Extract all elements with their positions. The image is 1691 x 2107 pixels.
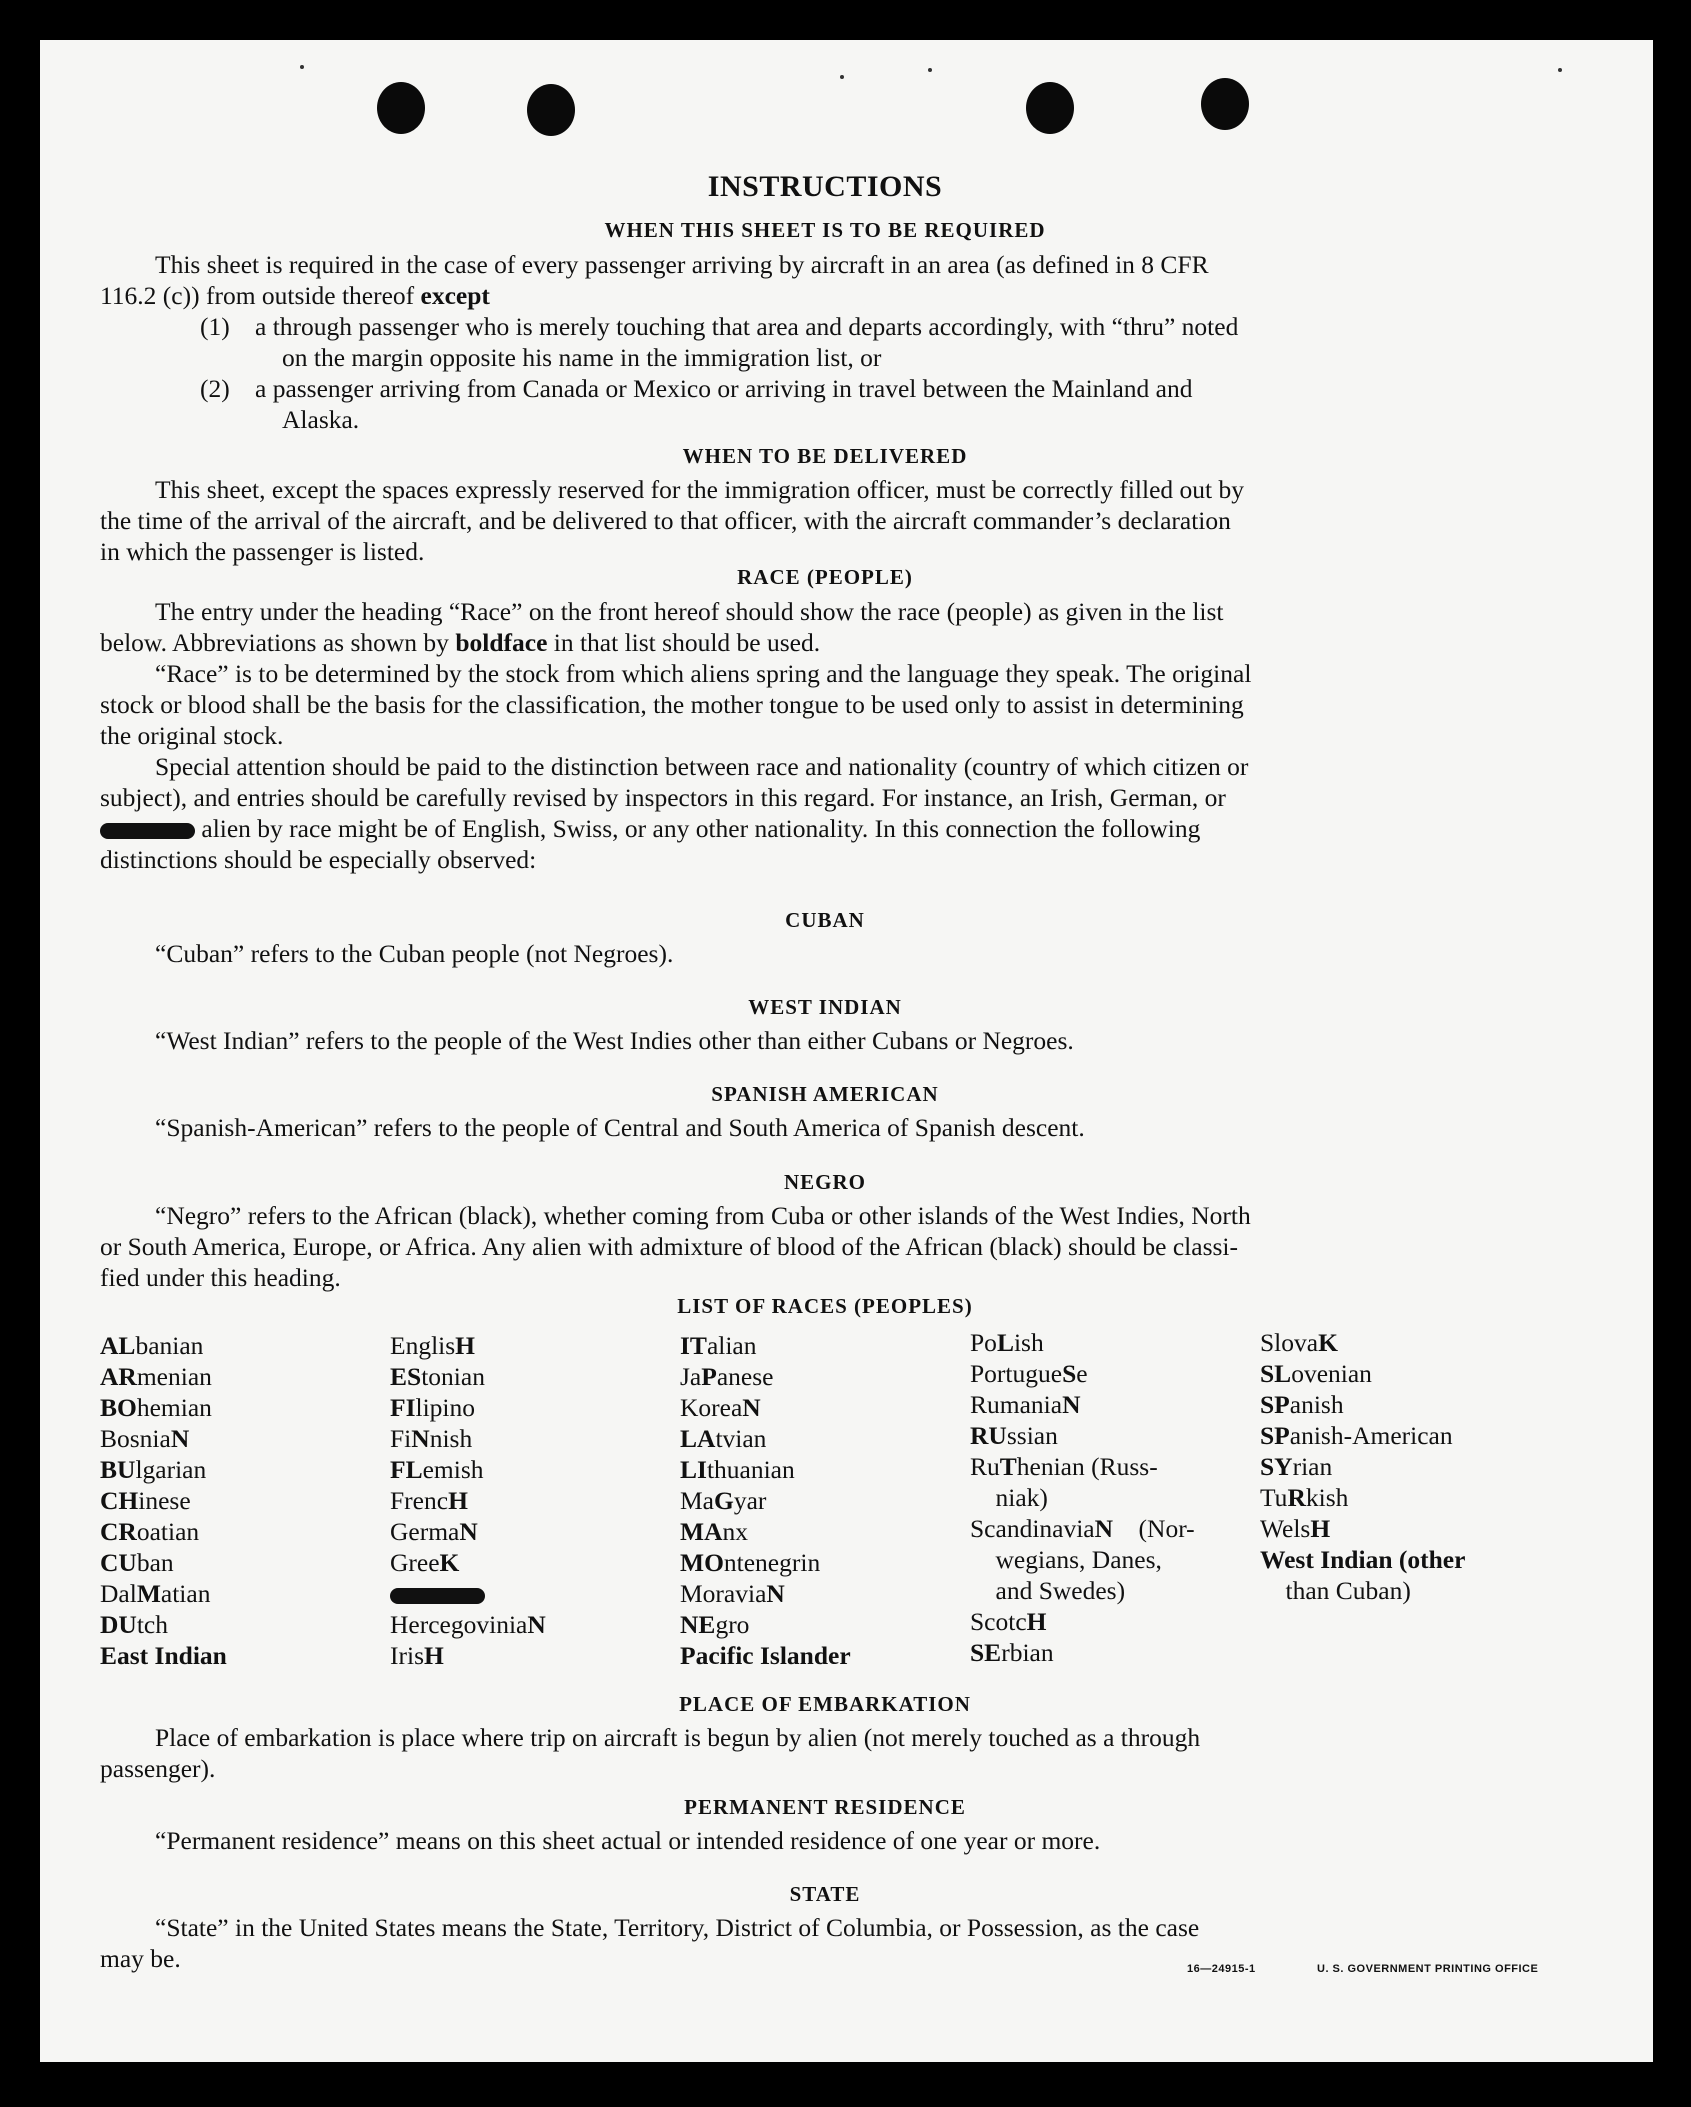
race-abbrev: LA [680,1424,716,1453]
race-text: Moravia [680,1579,767,1608]
race-list-item [680,1547,851,1578]
exception-item-1 [200,311,1605,373]
text: a passenger arriving from Canada or Mexico or arriving in travel between the Mainland and [255,374,1193,403]
para-spanish-american [100,1112,1550,1143]
text: may be. [100,1944,181,1973]
race-column-3 [680,1330,851,1671]
speck [300,65,304,69]
race-list-item [970,1637,1195,1668]
race-text: Dal [100,1579,137,1608]
race-list-item [390,1485,546,1516]
race-list-item [680,1361,851,1392]
race-text: Tu [1260,1483,1288,1512]
race-text: banian [135,1331,204,1360]
line [100,596,1550,627]
race-list-item [100,1547,227,1578]
race-text: Fi [390,1424,412,1453]
text: subject), and entries should be carefully revised by inspectors in this regard. For instance, an Irish, German, or [100,783,1226,812]
race-abbrev: K [439,1548,460,1577]
race-list-item [390,1392,546,1423]
race-list-item [390,1330,546,1361]
line [100,249,1550,280]
text: Alaska. [282,405,360,434]
para-west-indian [100,1025,1550,1056]
heading-embarkation: PLACE OF EMBARKATION [679,1692,971,1716]
page-title: INSTRUCTIONS [707,170,943,203]
race-text: tonian [421,1362,485,1391]
race-text: (Nor- [1113,1514,1195,1543]
race-text: lipino [415,1393,476,1422]
race-abbrev: T [999,1452,1017,1481]
race-list-item [680,1516,851,1547]
race-text: yar [733,1486,767,1515]
race-abbrev: AR [100,1362,137,1391]
race-abbrev: ES [390,1362,422,1391]
heading-state: STATE [789,1882,861,1906]
text: “Race” is to be determined by the stock from which aliens spring and the language they speak. The original [155,659,1252,688]
text: This sheet is required in the case of every passenger arriving by aircraft in an area (as defined in 8 CFR [155,250,1209,279]
race-list-item [1260,1544,1465,1575]
race-text: than Cuban) [1260,1576,1411,1605]
text: in that list should be used. [553,628,821,657]
race-list-item [100,1392,227,1423]
line [100,751,1550,782]
race-list-item [100,1640,227,1671]
race-abbrev: AL [100,1331,136,1360]
race-text: Ru [970,1452,1000,1481]
race-list-item [100,1454,227,1485]
race-abbrev: N [766,1579,785,1608]
race-list-item [1260,1575,1465,1606]
race-abbrev: H [455,1331,476,1360]
punch-hole-2 [527,84,575,136]
race-abbrev: R [1287,1483,1306,1512]
race-column-4 [970,1327,1195,1668]
race-list-item [970,1575,1195,1606]
race-list-item [100,1423,227,1454]
race-text: alian [706,1331,757,1360]
speck [928,68,932,72]
race-abbrev: P [701,1362,717,1391]
race-abbrev: CR [100,1517,137,1546]
race-text: hemian [136,1393,212,1422]
text: passenger). [100,1754,216,1783]
race-text: Ma [680,1486,714,1515]
race-text: anish-American [1289,1421,1453,1450]
race-list-item [1260,1451,1465,1482]
race-abbrev: SE [970,1638,1002,1667]
line [100,474,1550,505]
text: in which the passenger is listed. [100,537,425,566]
line [100,1912,1550,1943]
race-text: Iris [390,1641,424,1670]
punch-hole-3 [1026,82,1074,134]
race-name: East Indian [100,1641,227,1670]
race-list-item [100,1516,227,1547]
race-abbrev: BU [100,1455,136,1484]
race-text: and Swedes) [970,1576,1126,1605]
text: on the margin opposite his name in the immigration list, or [282,343,882,372]
text-bold: boldface [455,628,548,657]
race-abbrev: K [1318,1328,1338,1357]
race-text: nx [722,1517,748,1546]
race-abbrev: MA [680,1517,723,1546]
race-text: ssian [1006,1421,1058,1450]
race-text: lgarian [135,1455,207,1484]
race-abbrev: FL [390,1455,423,1484]
race-name: Pacific Islander [680,1641,851,1670]
line [100,280,1550,311]
text: “Permanent residence” means on this sheet actual or intended residence of one year or more. [155,1826,1101,1855]
race-name: West Indian (other [1260,1545,1466,1574]
race-list-item [970,1358,1195,1389]
race-text: e [1076,1359,1088,1388]
speck [840,75,844,79]
race-column-1 [100,1330,227,1671]
race-abbrev: SP [1260,1390,1290,1419]
race-list-item [970,1606,1195,1637]
text: “State” in the United States means the State, Territory, District of Columbia, or Possession, as the case [155,1913,1200,1942]
item-number: (1) [200,312,230,341]
race-text: Ja [680,1362,702,1391]
race-column-2 [390,1330,546,1671]
para-residence [100,1825,1550,1856]
text-bold: except [420,281,490,310]
para-race-1 [100,596,1550,875]
race-text: Po [970,1328,997,1357]
text: The entry under the heading “Race” on the front hereof should show the race (people) as given in the list [155,597,1224,626]
race-text: ntenegrin [723,1548,821,1577]
race-text: rbian [1001,1638,1054,1667]
race-abbrev: SY [1260,1452,1293,1481]
race-text: menian [136,1362,212,1391]
race-column-5 [1260,1327,1465,1606]
race-abbrev: SP [1260,1421,1290,1450]
text: a through passenger who is merely touching that area and departs accordingly, with “thru” noted [255,312,1239,341]
race-text: anese [716,1362,774,1391]
race-abbrev: N [170,1424,190,1453]
text: “Spanish-American” refers to the people of Central and South America of Spanish descent. [155,1113,1085,1142]
race-abbrev: N [411,1424,430,1453]
race-abbrev: S [1062,1359,1077,1388]
text: “West Indian” refers to the people of the West Indies other than either Cubans or Negroes. [155,1026,1074,1055]
race-list-item [680,1578,851,1609]
race-list-item [970,1544,1195,1575]
race-text: rian [1292,1452,1333,1481]
race-abbrev: N [1062,1390,1081,1419]
heading-west-indian: WEST INDIAN [748,995,902,1019]
race-list-item [1260,1327,1465,1358]
race-abbrev: N [459,1517,478,1546]
redaction-mark [100,823,195,839]
race-text: tch [136,1610,168,1639]
race-list-item [390,1640,546,1671]
line [100,813,1550,844]
race-list-item [680,1609,851,1640]
text: “Cuban” refers to the Cuban people (not Negroes). [155,939,674,968]
race-text: Scandinavia [970,1514,1095,1543]
race-list-item [100,1485,227,1516]
heading-required: WHEN THIS SHEET IS TO BE REQUIRED [604,218,1046,242]
punch-hole-1 [377,82,425,134]
race-list-item [970,1513,1195,1544]
text: the original stock. [100,721,284,750]
item-number: (2) [200,374,230,403]
race-text: Germa [390,1517,460,1546]
race-text: inese [138,1486,191,1515]
race-list-item [970,1482,1195,1513]
race-list-item [680,1454,851,1485]
para-required [100,249,1550,311]
text: or South America, Europe, or Africa. Any alien with admixture of blood of the African (black) should be classi- [100,1232,1238,1261]
race-list-item [390,1516,546,1547]
race-text: ish [1013,1328,1044,1357]
speck [1558,68,1562,72]
heading-residence: PERMANENT RESIDENCE [684,1795,966,1819]
race-text: Frenc [390,1486,449,1515]
text: Special attention should be paid to the distinction between race and nationality (country of which citizen or [155,752,1249,781]
heading-spanish-american: SPANISH AMERICAN [711,1082,939,1106]
race-abbrev: N [527,1610,546,1639]
race-text: Wels [1260,1514,1311,1543]
heading-race: RACE (PEOPLE) [737,565,913,589]
redaction-mark [390,1588,485,1604]
punch-hole-4 [1201,78,1249,130]
exception-item-2 [200,373,1605,435]
text: alien by race might be of English, Swiss, or any other nationality. In this connection the following [201,814,1201,843]
race-list-item [390,1609,546,1640]
race-text: atian [160,1579,211,1608]
race-abbrev: H [448,1486,468,1515]
heading-list-of-races: LIST OF RACES (PEOPLES) [677,1294,973,1318]
race-text: anish [1289,1390,1344,1419]
race-list-item [100,1361,227,1392]
race-text: Englis [390,1331,456,1360]
race-text: Scotc [970,1607,1027,1636]
race-text: nish [429,1424,473,1453]
race-list-item [680,1330,851,1361]
race-text: Bosnia [100,1424,171,1453]
race-list-item [680,1423,851,1454]
race-list-item [390,1547,546,1578]
text: fied under this heading. [100,1263,341,1292]
document-page [40,40,1653,2062]
race-text: kish [1305,1483,1349,1512]
para-negro [100,1200,1550,1293]
race-list-item [100,1609,227,1640]
race-text: gro [715,1610,750,1639]
race-text: Rumania [970,1390,1063,1419]
race-abbrev: N [742,1393,761,1422]
race-abbrev: N [1094,1514,1114,1543]
race-list-item [390,1578,546,1609]
heading-delivered: WHEN TO BE DELIVERED [682,444,968,468]
race-abbrev: H [424,1641,444,1670]
text: This sheet, except the spaces expressly reserved for the immigration officer, must be correctly filled out by [155,475,1244,504]
race-list-item [1260,1420,1465,1451]
heading-cuban: CUBAN [785,908,865,932]
race-abbrev: RU [970,1421,1007,1450]
race-abbrev: CU [100,1548,137,1577]
race-list-item [100,1578,227,1609]
heading-negro: NEGRO [783,1170,866,1194]
text: “Negro” refers to the African (black), whether coming from Cuba or other islands of the West Indies, North [155,1201,1251,1230]
race-abbrev: DU [100,1610,137,1639]
text: stock or blood shall be the basis for the classification, the mother tongue to be used only to assist in determining [100,690,1244,719]
text: below. Abbreviations as shown by [100,628,449,657]
race-list-item [1260,1482,1465,1513]
line [100,1200,1550,1231]
race-list-item [680,1485,851,1516]
text: Place of embarkation is place where trip on aircraft is begun by alien (not merely touched as a through [155,1723,1201,1752]
race-text: Portugue [970,1359,1063,1388]
race-text: niak) [970,1483,1048,1512]
text: 116.2 (c)) from outside thereof [100,281,415,310]
race-abbrev: SL [1260,1359,1292,1388]
race-list-item [970,1389,1195,1420]
race-abbrev: MO [680,1548,724,1577]
race-text: Gree [390,1548,440,1577]
para-cuban [100,938,1550,969]
race-abbrev: LI [680,1455,707,1484]
race-list-item [390,1361,546,1392]
race-list-item [680,1640,851,1671]
race-abbrev: G [714,1486,734,1515]
race-list-item [100,1330,227,1361]
race-abbrev: M [136,1579,161,1608]
race-text: Korea [680,1393,743,1422]
race-list-item [1260,1389,1465,1420]
race-abbrev: IT [680,1331,707,1360]
race-text: ovenian [1291,1359,1372,1388]
para-delivered [100,474,1550,567]
race-abbrev: NE [680,1610,716,1639]
race-text: Hercegovinia [390,1610,528,1639]
race-text: oatian [136,1517,200,1546]
race-abbrev: CH [100,1486,139,1515]
race-list-item [970,1420,1195,1451]
race-text: ban [136,1548,174,1577]
form-number: 16—24915-1 [1187,1963,1256,1975]
race-list-item [970,1451,1195,1482]
race-text: thuanian [706,1455,795,1484]
race-list-item [1260,1513,1465,1544]
race-abbrev: H [1026,1607,1047,1636]
race-list-item [970,1327,1195,1358]
race-abbrev: FI [390,1393,416,1422]
text: the time of the arrival of the aircraft, and be delivered to that officer, with the aircraft commander’s declaration [100,506,1231,535]
printer-imprint: U. S. GOVERNMENT PRINTING OFFICE [1317,1963,1539,1975]
race-text: wegians, Danes, [970,1545,1162,1574]
race-list-item [680,1392,851,1423]
line [100,627,1550,658]
race-text: tvian [715,1424,767,1453]
line [100,1722,1550,1753]
race-text: Slova [1260,1328,1319,1357]
line [100,658,1550,689]
race-text: henian (Russ- [1016,1452,1158,1481]
race-abbrev: H [1310,1514,1331,1543]
text: distinctions should be especially observed: [100,845,537,874]
race-list-item [390,1423,546,1454]
race-list-item [1260,1358,1465,1389]
para-embarkation [100,1722,1550,1784]
race-abbrev: L [996,1328,1014,1357]
race-list-item [390,1454,546,1485]
race-abbrev: BO [100,1393,137,1422]
race-text: emish [422,1455,484,1484]
